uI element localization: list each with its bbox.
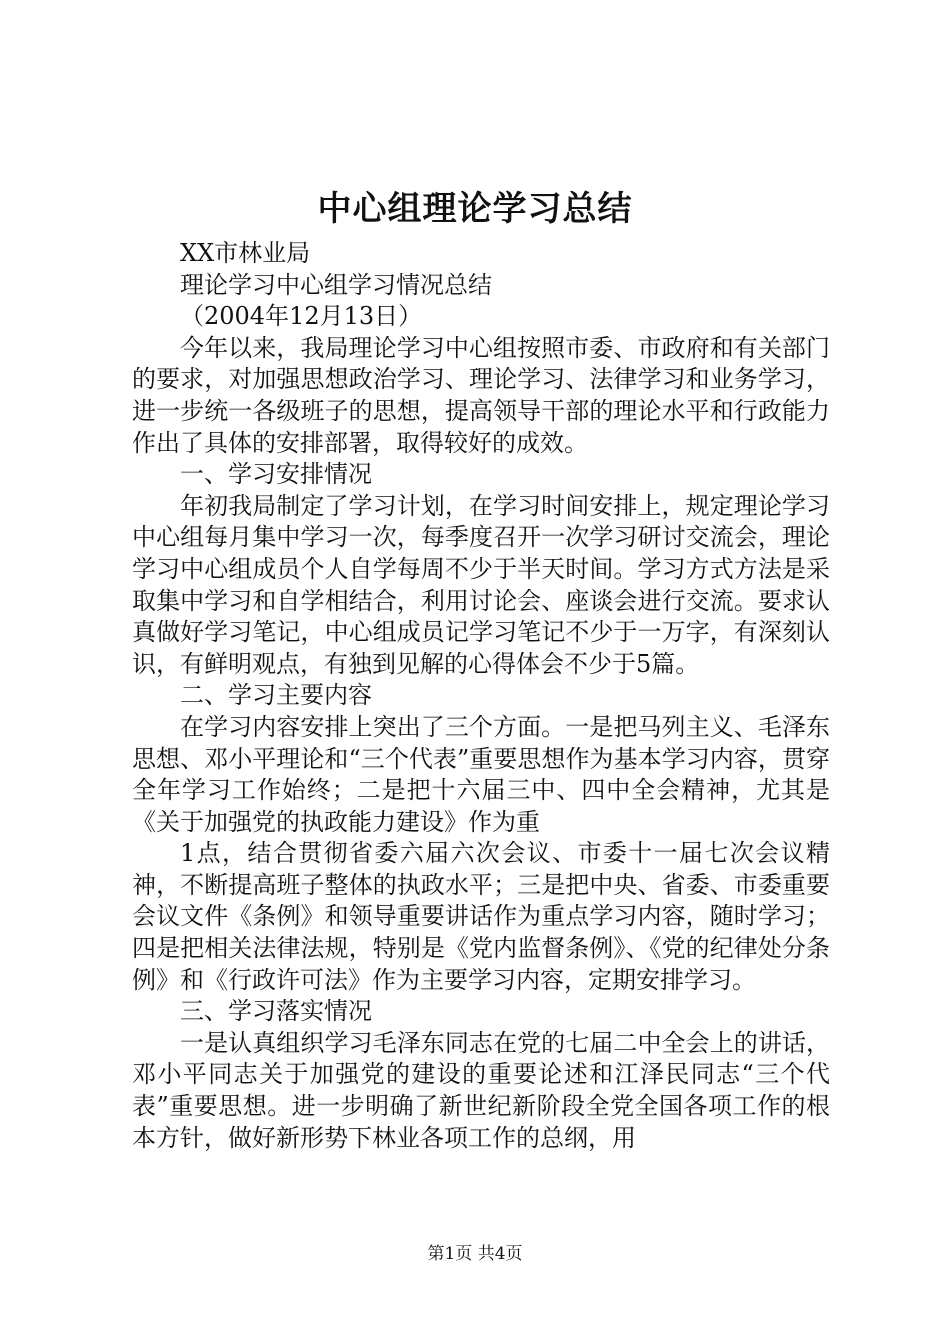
section-2-paragraph: 在学习内容安排上突出了三个方面。一是把马列主义、毛泽东思想、邓小平理论和“三个代表”重要思想作为基本学习内容，贯穿全年学习工作始终；二是把十六届三中、四中全会精神，尤其是《关于加强党的执政能力建设》作为重 — [132, 712, 830, 836]
section-heading-3: 三、学习落实情况 — [180, 997, 372, 1026]
document-body — [132, 238, 830, 1154]
date-line: （2004年12月13日） — [180, 302, 423, 331]
issuer-line: XX市林业局 — [180, 239, 311, 267]
intro-paragraph: 今年以来，我局理论学习中心组按照市委、市政府和有关部门的要求，对加强思想政治学习、理论学习、法律学习和业务学习，进一步统一各级班子的思想，提高领导干部的理论水平和行政能力作出了具体的安排部署，取得较好的成效。 — [132, 333, 830, 457]
page-footer: 第1页 共4页 — [427, 1244, 523, 1264]
document-title: 中心组理论学习总结 — [317, 189, 633, 229]
section-heading-2: 二、学习主要内容 — [180, 681, 372, 710]
section-3-paragraph: 一是认真组织学习毛泽东同志在党的七届二中全会上的讲话，邓小平同志关于加强党的建设的重要论述和江泽民同志“三个代表”重要思想。进一步明确了新世纪新阶段全党全国各项工作的根本方针，做好新形势下林业各项工作的总纲，用 — [132, 1028, 830, 1152]
section-1-paragraph: 年初我局制定了学习计划，在学习时间安排上，规定理论学习中心组每月集中学习一次，每季度召开一次学习研讨交流会，理论学习中心组成员个人自学每周不少于半天时间。学习方式方法是采取集中学习和自学相结合，利用讨论会、座谈会进行交流。要求认真做好学习笔记，中心组成员记学习笔记不少于一万字，有深刻认识，有鲜明观点，有独到见解的心得体会不少于5篇。 — [132, 491, 830, 678]
section-2-paragraph-continued: 1点，结合贯彻省委六届六次会议、市委十一届七次会议精神，不断提高班子整体的执政水平；三是把中央、省委、市委重要会议文件《条例》和领导重要讲话作为重点学习内容，随时学习；四是把相关法律法规，特别是《党内监督条例》、《党的纪律处分条例》和《行政许可法》作为主要学习内容，定期安排学习。 — [132, 839, 830, 994]
subtitle-line: 理论学习中心组学习情况总结 — [180, 270, 492, 299]
section-heading-1: 一、学习安排情况 — [180, 460, 372, 489]
